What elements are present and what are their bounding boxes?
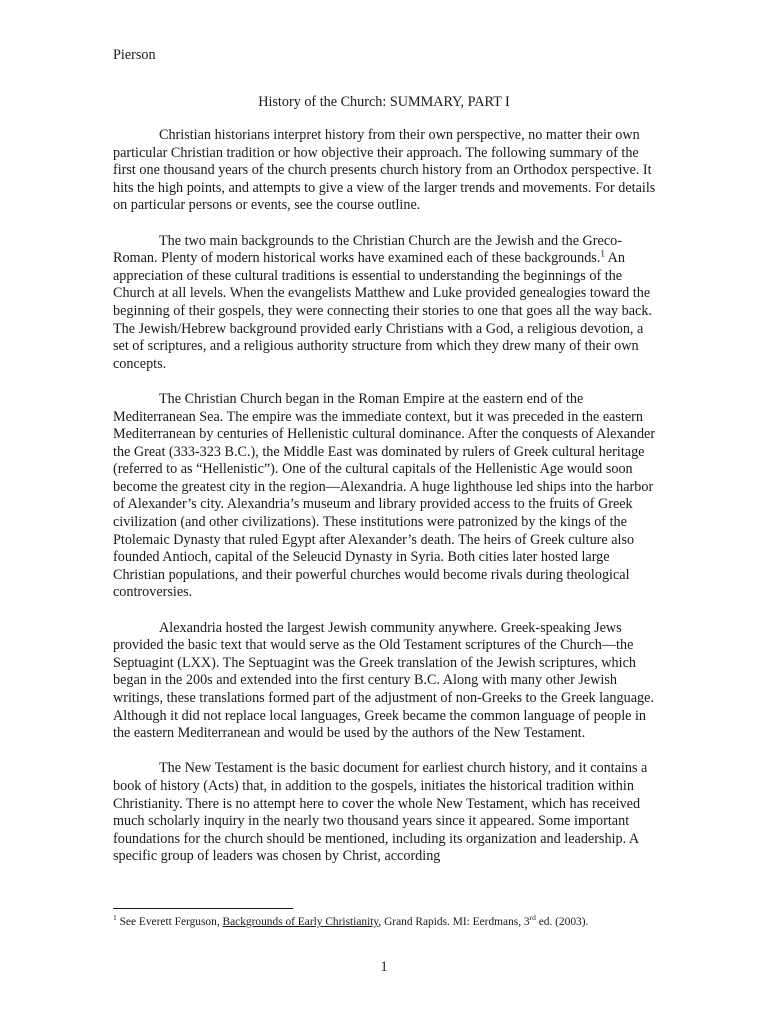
- paragraph-2-text-after-note: An appreciation of these cultural traditions is essential to understanding the beginnings of the Church at all levels. When the evangelists Matthew and Luke provided genealogies toward the beginning of their gospels, they were connecting their stories to one that goes all the way back. The Jewish/Hebrew background provided early Christians with a God, a religious devotion, a set of scriptures, and a religious authority structure from which they drew many of their own concepts.: [113, 250, 652, 372]
- footnote-edition-suffix: rd: [529, 913, 536, 923]
- document-title: History of the Church: SUMMARY, PART I: [258, 94, 510, 110]
- footnote-separator: [113, 908, 293, 909]
- footnote-reference-1[interactable]: 1: [600, 248, 605, 259]
- paragraph-2-text-before-note: The two main backgrounds to the Christian Church are the Jewish and the Greco-Roman. Plenty of modern historical works have examined each of these backgrounds.: [113, 232, 622, 267]
- paragraph-3: The Christian Church began in the Roman Empire at the eastern end of the Mediterranean Sea. The empire was the immediate context, but it was preceded in the eastern Mediterranean by centuries of Hellenistic cultural dominance. After the conquests of Alexander the Great (333-323 B.C.), the Middle East was dominated by rulers of Greek cultural heritage (referred to as “Hellenistic”). One of the cultural capitals of the Hellenistic Age would soon become the greatest city in the region—Alexandria. A huge lighthouse led ships into the harbor of Alexander’s city. Alexandria’s museum and library provided access to the fruits of Greek civilization (and other civilizations). These institutions were patronized by the kings of the Ptolemaic Dynasty that ruled Egypt after Alexander’s death. The heirs of Greek culture also founded Antioch, capital of the Seleucid Dynasty in Syria. Both cities later hosted large Christian populations, and their powerful churches would become rivals during theological controversies.: [113, 390, 656, 601]
- paragraph-5: The New Testament is the basic document for earliest church history, and it contains a book of history (Acts) that, in addition to the gospels, initiates the historical tradition within Christianity. There is no attempt here to cover the whole New Testament, which has received much scholarly inquiry in the nearly two thousand years since it appeared. Some important foundations for the church should be mentioned, including its organization and leadership. A specific group of leaders was chosen by Christ, according: [113, 760, 648, 865]
- body-text: [113, 127, 656, 884]
- running-header-author: Pierson: [113, 47, 156, 63]
- footnote-mark: 1: [113, 913, 117, 923]
- paragraph-1: Christian historians interpret history from their own perspective, no matter their own particular Christian tradition or how objective their approach. The following summary of the first one thousand years of the church presents church history from an Orthodox perspective. It hits the high points, and attempts to give a view of the larger trends and movements. For details on particular persons or events, see the course outline.: [113, 127, 656, 214]
- footnote-text-before-title: See Everett Ferguson,: [116, 916, 223, 928]
- footnote-1: [113, 914, 588, 930]
- paragraph-2: [113, 233, 656, 374]
- footnote-text-after-title: , Grand Rapids. MI: Eerdmans, 3: [378, 916, 530, 928]
- paragraph-4: Alexandria hosted the largest Jewish community anywhere. Greek-speaking Jews provided the basic text that would serve as the Old Testament scriptures of the Church—the Septuagint (LXX). The Septuagint was the Greek translation of the Jewish scriptures, which began in the 200s and extended into the first century B.C. Along with many other Jewish writings, these translations formed part of the adjustment of non-Greeks to the Greek language. Although it did not replace local languages, Greek became the common language of people in the eastern Mediterranean and would be used by the authors of the New Testament.: [113, 619, 654, 742]
- footnote-book-title: Backgrounds of Early Christianity: [222, 916, 379, 928]
- footnote-text-ending: ed. (2003).: [535, 916, 589, 928]
- page-number: 1: [380, 959, 388, 975]
